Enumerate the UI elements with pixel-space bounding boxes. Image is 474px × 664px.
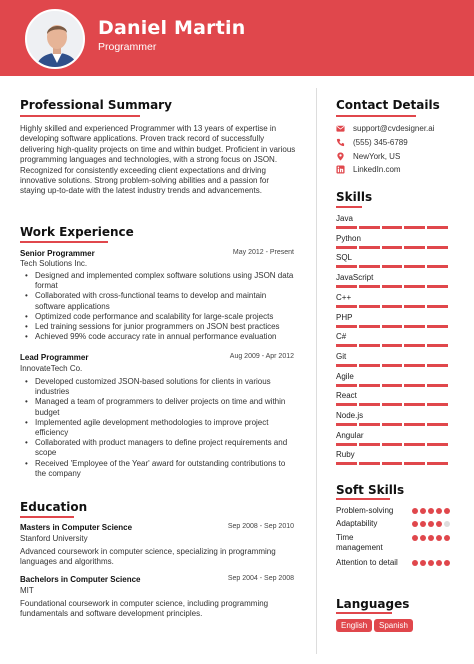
- experience-heading: Work Experience: [20, 225, 134, 239]
- skill-level-bar: [336, 265, 448, 268]
- header-banner: [0, 0, 474, 76]
- rating-dot: [436, 560, 442, 566]
- skill-bar-segment: [404, 423, 425, 426]
- language-badge: Spanish: [374, 619, 413, 632]
- rating-dot: [420, 535, 426, 541]
- skills-underline: [336, 206, 362, 208]
- job-company: InnovateTech Co.: [20, 364, 83, 373]
- skill-bar-segment: [336, 246, 357, 249]
- contact-location: [336, 152, 400, 161]
- list-item: • Developed customized JSON-based solutions for clients in various industries: [21, 377, 296, 397]
- skill-bar-segment: [359, 384, 380, 387]
- skill-bar-segment: [404, 265, 425, 268]
- skills-heading: Skills: [336, 190, 373, 204]
- skill-level-bar: [336, 443, 448, 446]
- skill-bar-segment: [427, 443, 448, 446]
- skill-bar-segment: [404, 364, 425, 367]
- rating-dot: [412, 560, 418, 566]
- skill-level-bar: [336, 325, 448, 328]
- rating-dot: [444, 535, 450, 541]
- skill-bar-segment: [359, 403, 380, 406]
- list-item: • Collaborated with product managers to define project requirements and scope: [21, 438, 296, 458]
- skill-bar-segment: [382, 246, 403, 249]
- phone-icon: [336, 138, 345, 147]
- skill-bar-segment: [336, 285, 357, 288]
- soft-skill-rating: [412, 521, 450, 527]
- skill-bar-segment: [404, 403, 425, 406]
- skill-level-bar: [336, 462, 448, 465]
- rating-dot: [444, 508, 450, 514]
- list-item: • Managed a team of programmers to deliver projects on time and within budget: [21, 397, 296, 417]
- contact-linkedin[interactable]: [336, 165, 401, 174]
- skill-bar-segment: [359, 344, 380, 347]
- skill-bar-segment: [404, 384, 425, 387]
- skill-bar-segment: [359, 226, 380, 229]
- avatar: [25, 9, 85, 69]
- skill-bar-segment: [404, 443, 425, 446]
- skill-bar-segment: [382, 226, 403, 229]
- job-title: Senior Programmer: [20, 249, 95, 258]
- soft-skill-label: Problem-solving: [336, 506, 394, 515]
- skill-level-bar: [336, 285, 448, 288]
- rating-dot: [444, 560, 450, 566]
- skill-bar-segment: [427, 226, 448, 229]
- skill-bar-segment: [404, 226, 425, 229]
- skill-bar-segment: [359, 325, 380, 328]
- list-item: • Collaborated with cross-functional teams to develop and maintain software applications: [21, 291, 296, 311]
- skill-label: Node.js: [336, 411, 364, 420]
- soft-skill-rating: [412, 535, 450, 541]
- education-underline: [20, 516, 74, 518]
- rating-dot: [428, 521, 434, 527]
- skill-bar-segment: [359, 364, 380, 367]
- skill-bar-segment: [404, 325, 425, 328]
- language-badge: English: [336, 619, 372, 632]
- list-item: • Designed and implemented complex software solutions using JSON data format: [21, 271, 296, 291]
- email-text: support@cvdesigner.ai: [353, 124, 435, 133]
- languages-underline: [336, 612, 392, 614]
- skill-bar-segment: [336, 423, 357, 426]
- job-company: Tech Solutions Inc.: [20, 259, 88, 268]
- soft-skills-heading: Soft Skills: [336, 483, 405, 497]
- skill-label: Agile: [336, 371, 354, 381]
- skill-label: React: [336, 391, 357, 401]
- skill-bar-segment: [427, 462, 448, 465]
- job-date: May 2012 - Present: [232, 249, 294, 256]
- skill-bar-segment: [427, 344, 448, 347]
- skill-label: SQL: [336, 253, 353, 263]
- school-name: Stanford University: [20, 534, 88, 543]
- skill-label: C++: [336, 292, 352, 302]
- skill-level-bar: [336, 384, 448, 387]
- list-item: • Led training sessions for junior programmers on JSON best practices: [21, 322, 296, 332]
- location-text: NewYork, US: [353, 152, 401, 161]
- degree-description: Foundational coursework in computer science, including programming fundamentals and software development principles.: [20, 599, 269, 619]
- rating-dot: [436, 521, 442, 527]
- column-divider: [316, 88, 317, 654]
- degree-date: Sep 2008 - Sep 2010: [227, 523, 294, 530]
- job-bullets: [21, 377, 296, 479]
- skill-level-bar: [336, 246, 448, 249]
- skill-bar-segment: [336, 344, 357, 347]
- rating-dot: [444, 521, 450, 527]
- skill-label: Angular: [336, 430, 364, 440]
- skill-level-bar: [336, 364, 448, 367]
- skill-level-bar: [336, 305, 448, 308]
- skill-bar-segment: [336, 364, 357, 367]
- list-item: • Optimized code performance and scalability for large-scale projects: [21, 312, 296, 322]
- education-heading: Education: [20, 500, 88, 514]
- soft-skills-underline: [336, 498, 390, 500]
- skill-bar-segment: [382, 443, 403, 446]
- rating-dot: [428, 560, 434, 566]
- contact-underline: [336, 115, 416, 117]
- job-title: Lead Programmer: [20, 353, 89, 362]
- skill-bar-segment: [382, 384, 403, 387]
- email-icon: [336, 124, 345, 133]
- summary-underline: [20, 115, 140, 117]
- skill-bar-segment: [336, 403, 357, 406]
- linkedin-text: LinkedIn.com: [353, 165, 401, 174]
- skill-bar-segment: [404, 305, 425, 308]
- skill-bar-segment: [382, 305, 403, 308]
- contact-phone[interactable]: [336, 138, 408, 147]
- skill-bar-segment: [336, 384, 357, 387]
- skill-bar-segment: [427, 403, 448, 406]
- list-item: • Implemented agile development methodologies to improve project efficiency: [21, 418, 296, 438]
- skill-bar-segment: [382, 423, 403, 426]
- skill-level-bar: [336, 226, 448, 229]
- profile-photo: [27, 11, 85, 69]
- rating-dot: [420, 560, 426, 566]
- soft-skill-label: Adaptability: [336, 519, 378, 528]
- skill-bar-segment: [382, 265, 403, 268]
- rating-dot: [412, 521, 418, 527]
- skill-bar-segment: [382, 344, 403, 347]
- skill-bar-segment: [359, 265, 380, 268]
- rating-dot: [412, 535, 418, 541]
- degree-description: Advanced coursework in computer science, specializing in programming languages and algorithms.: [20, 547, 276, 567]
- skill-bar-segment: [427, 305, 448, 308]
- skill-bar-segment: [359, 462, 380, 465]
- skill-label: PHP: [336, 312, 353, 322]
- job-bullets: [21, 271, 296, 342]
- skill-bar-segment: [336, 462, 357, 465]
- skill-bar-segment: [336, 443, 357, 446]
- skill-bar-segment: [336, 265, 357, 268]
- skill-bar-segment: [427, 265, 448, 268]
- degree-date: Sep 2004 - Sep 2008: [227, 575, 294, 582]
- skill-bar-segment: [427, 423, 448, 426]
- skill-bar-segment: [427, 384, 448, 387]
- contact-heading: Contact Details: [336, 98, 440, 112]
- skill-bar-segment: [336, 226, 357, 229]
- school-name: MIT: [20, 586, 34, 595]
- list-item: • Received 'Employee of the Year' award for outstanding contributions to the company: [21, 459, 296, 479]
- degree-title: Bachelors in Computer Science: [20, 575, 141, 584]
- skill-bar-segment: [427, 246, 448, 249]
- skill-bar-segment: [336, 325, 357, 328]
- skill-label: Java: [336, 214, 353, 223]
- skill-bar-segment: [427, 285, 448, 288]
- skill-bar-segment: [359, 246, 380, 249]
- skill-label: JavaScript: [336, 273, 374, 283]
- skill-bar-segment: [382, 462, 403, 465]
- experience-underline: [20, 241, 108, 243]
- phone-text: (555) 345-6789: [353, 138, 408, 147]
- skill-bar-segment: [382, 403, 403, 406]
- skill-bar-segment: [382, 364, 403, 367]
- soft-skill-rating: [412, 560, 450, 566]
- rating-dot: [428, 508, 434, 514]
- skill-label: Ruby: [336, 450, 355, 460]
- skill-bar-segment: [382, 285, 403, 288]
- soft-skill-label: Time management: [336, 533, 383, 552]
- skill-label: Python: [336, 233, 361, 243]
- skill-label: C#: [336, 332, 347, 342]
- skill-bar-segment: [427, 325, 448, 328]
- skill-bar-segment: [359, 443, 380, 446]
- skill-level-bar: [336, 403, 448, 406]
- contact-email[interactable]: [336, 124, 435, 133]
- skill-level-bar: [336, 423, 448, 426]
- skill-bar-segment: [404, 344, 425, 347]
- skill-bar-segment: [359, 423, 380, 426]
- skill-level-bar: [336, 344, 448, 347]
- list-item: • Achieved 99% code accuracy rate in annual performance evaluation: [21, 332, 296, 342]
- skill-bar-segment: [404, 246, 425, 249]
- skill-bar-segment: [359, 285, 380, 288]
- summary-heading: Professional Summary: [20, 98, 172, 112]
- languages-heading: Languages: [336, 597, 410, 611]
- candidate-name: Daniel Martin: [98, 17, 246, 39]
- skill-bar-segment: [404, 462, 425, 465]
- candidate-role: Programmer: [98, 41, 157, 53]
- degree-title: Masters in Computer Science: [20, 523, 133, 532]
- rating-dot: [436, 508, 442, 514]
- soft-skill-rating: [412, 508, 450, 514]
- job-date: Aug 2009 - Apr 2012: [229, 353, 294, 360]
- skill-bar-segment: [427, 364, 448, 367]
- soft-skill-label: Attention to detail: [336, 558, 398, 567]
- skill-bar-segment: [359, 305, 380, 308]
- skill-bar-segment: [404, 285, 425, 288]
- rating-dot: [428, 535, 434, 541]
- summary-text: Highly skilled and experienced Programmer with 13 years of expertise in developing software applications. Proven track record of successfully delivering high-quality projects on time and within budget. Proficient in various programming languages and technologies, with a strong focus on JSON. Recognized for consistently exceeding client expectations and driving innovative solutions. Strong problem-solving abilities and a passion for staying up-to-date with the latest industry trends and advancements.: [20, 124, 296, 196]
- rating-dot: [420, 521, 426, 527]
- skill-bar-segment: [336, 305, 357, 308]
- rating-dot: [412, 508, 418, 514]
- rating-dot: [436, 535, 442, 541]
- skill-bar-segment: [382, 325, 403, 328]
- rating-dot: [420, 508, 426, 514]
- location-pin-icon: [336, 152, 345, 161]
- linkedin-icon: [336, 165, 345, 174]
- skill-label: Git: [336, 351, 347, 361]
